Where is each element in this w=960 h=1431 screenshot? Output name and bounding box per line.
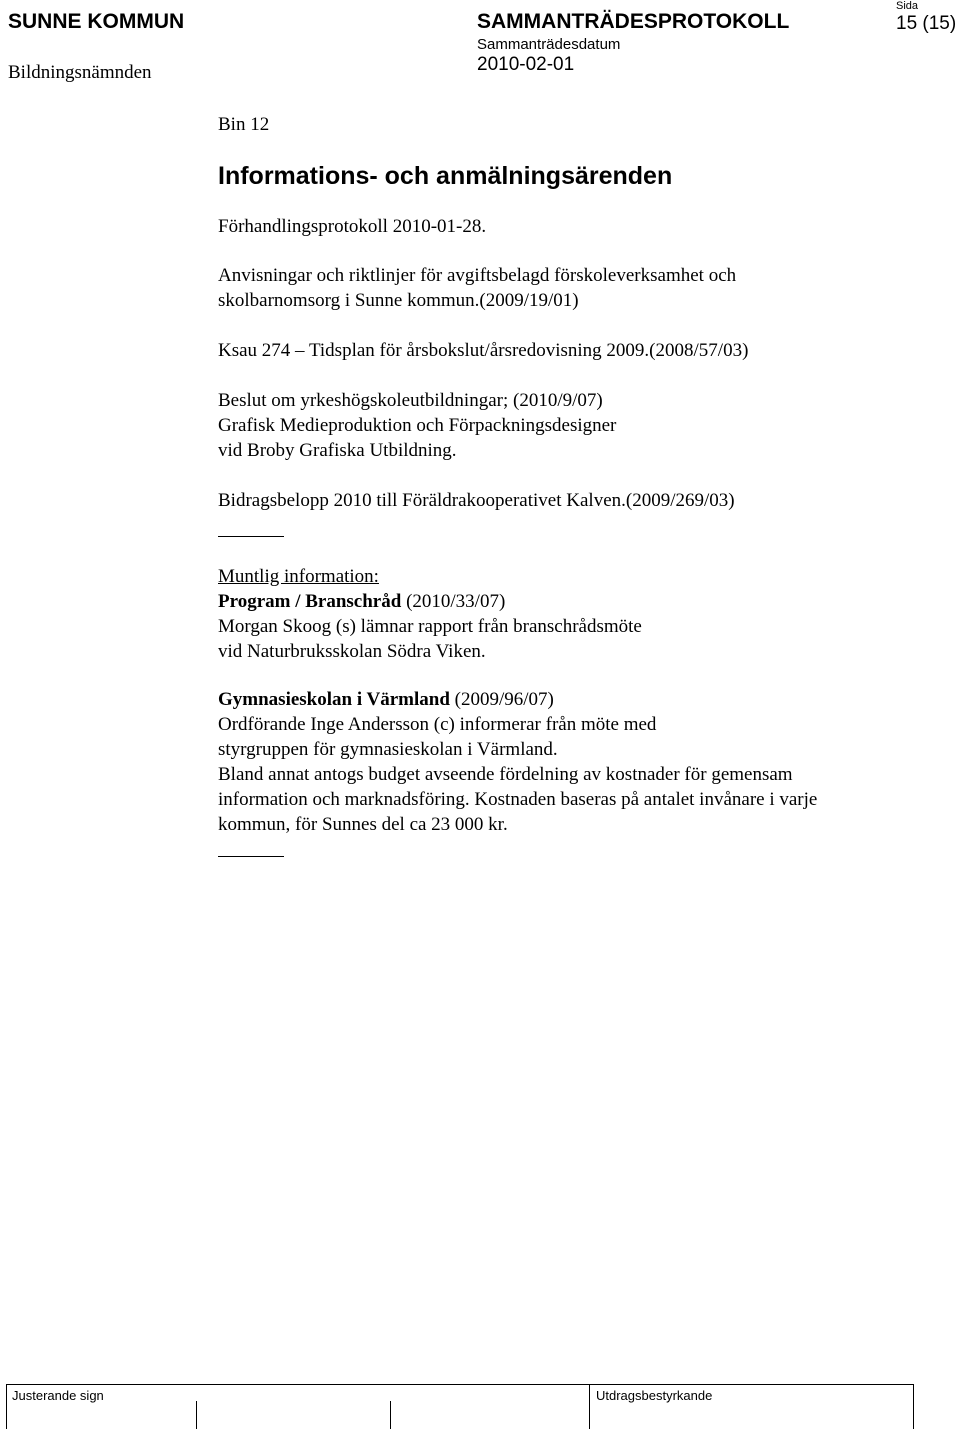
signature-divider (390, 1401, 391, 1429)
program-heading (218, 591, 505, 613)
verifying-signature-label: Justerande sign (12, 1388, 104, 1403)
separator-line (218, 856, 284, 857)
list-item: Bidragsbelopp 2010 till Föräldrakooperativet Kalven.(2009/269/03) (218, 490, 735, 511)
separator-line (218, 536, 284, 537)
organization-name: SUNNE KOMMUN (8, 10, 185, 33)
list-item: skolbarnomsorg i Sunne kommun.(2009/19/01) (218, 290, 579, 311)
box-border (6, 1385, 7, 1429)
program-reference: (2010/33/07) (401, 591, 506, 612)
list-item: kommun, för Sunnes del ca 23 000 kr. (218, 814, 508, 835)
list-item: Ksau 274 – Tidsplan för årsbokslut/årsredovisning 2009.(2008/57/03) (218, 340, 749, 361)
meeting-date: 2010-02-01 (477, 54, 575, 75)
section-title: Informations- och anmälningsärenden (218, 162, 673, 190)
gymnasie-title: Gymnasieskolan i Värmland (218, 689, 450, 710)
gymnasie-heading (218, 689, 554, 711)
program-title: Program / Branschråd (218, 591, 402, 612)
list-item: vid Naturbruksskolan Södra Viken. (218, 641, 486, 662)
list-item: Grafisk Medieproduktion och Förpackningsdesigner (218, 415, 617, 436)
paragraph-reference: Bin 12 (218, 114, 270, 135)
gymnasie-reference: (2009/96/07) (449, 689, 554, 710)
box-border (589, 1385, 590, 1429)
document-type: SAMMANTRÄDESPROTOKOLL (477, 10, 790, 33)
oral-information-heading: Muntlig information: (218, 566, 379, 587)
signature-footer (6, 1384, 914, 1429)
meeting-date-label: Sammanträdesdatum (477, 36, 621, 53)
list-item: Ordförande Inge Andersson (c) informerar från möte med (218, 714, 657, 735)
list-item: styrgruppen för gymnasieskolan i Värmland. (218, 739, 558, 760)
list-item: information och marknadsföring. Kostnaden baseras på antalet invånare i varje (218, 789, 818, 810)
list-item: Anvisningar och riktlinjer för avgiftsbelagd förskoleverksamhet och (218, 265, 737, 286)
list-item: vid Broby Grafiska Utbildning. (218, 440, 457, 461)
list-item: Bland annat antogs budget avseende fördelning av kostnader för gemensam (218, 764, 793, 785)
page-label: Sida (896, 0, 919, 12)
extract-verification-label: Utdragsbestyrkande (596, 1388, 713, 1403)
signature-divider (196, 1401, 197, 1429)
list-item: Beslut om yrkeshögskoleutbildningar; (2010/9/07) (218, 390, 603, 411)
department-name: Bildningsnämnden (8, 62, 152, 83)
page-number: 15 (15) (896, 13, 957, 34)
list-item: Morgan Skoog (s) lämnar rapport från branschrådsmöte (218, 616, 642, 637)
list-item: Förhandlingsprotokoll 2010-01-28. (218, 216, 487, 237)
box-border (913, 1385, 914, 1429)
